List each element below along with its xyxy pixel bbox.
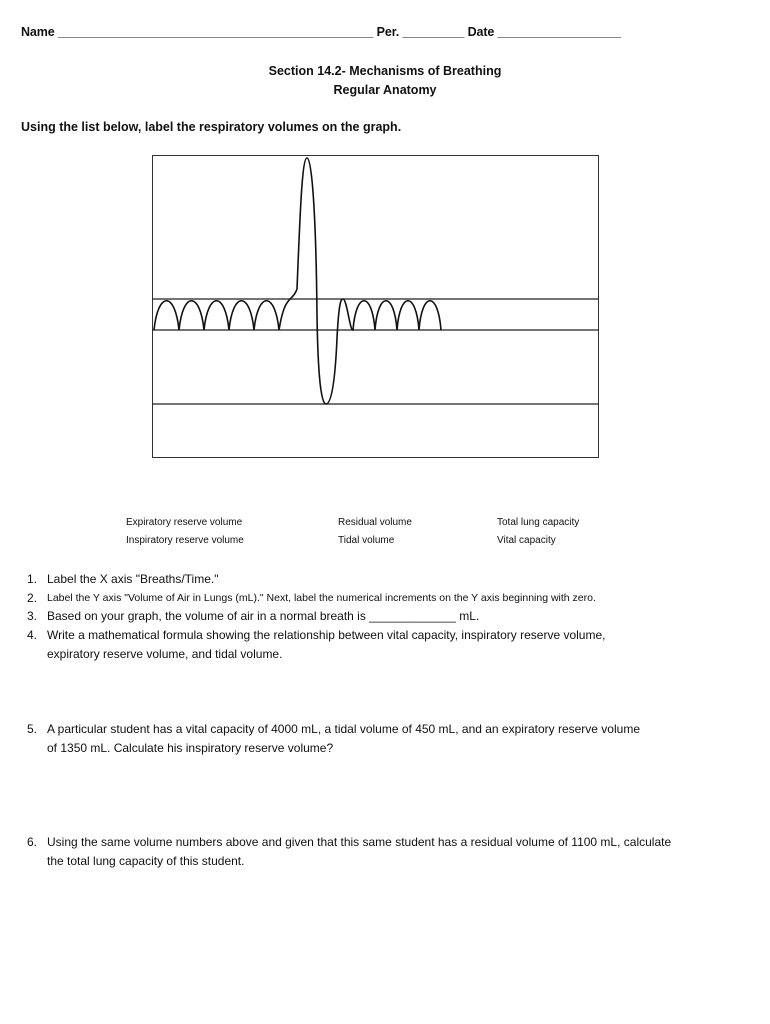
date-label: Date <box>467 25 495 39</box>
question-text-line-1: A particular student has a vital capacity of 4000 mL, a tidal volume of 450 mL, and an expiratory reserve volume <box>47 722 640 736</box>
question-text: Label the X axis "Breaths/Time." <box>47 572 219 586</box>
question-number: 4. <box>27 628 38 642</box>
term-expiratory-reserve: Expiratory reserve volume <box>126 517 243 528</box>
section-title: Section 14.2- Mechanisms of Breathing <box>268 64 502 78</box>
term-total-lung-capacity: Total lung capacity <box>497 517 580 528</box>
question-3 <box>0 607 770 627</box>
name-label: Name <box>21 25 55 39</box>
breathing-trace <box>154 158 441 404</box>
question-number: 5. <box>27 722 38 736</box>
term-vital-capacity: Vital capacity <box>497 535 556 546</box>
graph-frame <box>153 156 599 458</box>
name-blank[interactable]: ______________________________________________ <box>58 25 374 39</box>
instruction-text: Using the list below, label the respiratory volumes on the graph. <box>21 120 402 134</box>
question-1 <box>0 570 770 590</box>
question-text-line-2: the total lung capacity of this student. <box>47 854 245 868</box>
question-number: 1. <box>27 572 38 586</box>
term-inspiratory-reserve: Inspiratory reserve volume <box>126 535 244 546</box>
question-number: 3. <box>27 609 38 623</box>
question-text-line-1: Write a mathematical formula showing the relationship between vital capacity, inspiratory reserve volume, <box>47 628 606 642</box>
student-info-line <box>21 25 621 39</box>
question-6 <box>0 833 770 873</box>
section-subtitle: Regular Anatomy <box>333 83 437 97</box>
question-text-line-1: Using the same volume numbers above and given that this same student has a residual volume of 1100 mL, calculate <box>47 835 672 849</box>
question-text-line-2: of 1350 mL. Calculate his inspiratory reserve volume? <box>47 741 334 755</box>
period-blank[interactable]: _________ <box>402 25 465 39</box>
question-number: 2. <box>27 591 38 605</box>
period-label: Per. <box>376 25 400 39</box>
term-residual-volume: Residual volume <box>338 517 412 528</box>
question-5 <box>0 720 770 760</box>
respiratory-volume-graph <box>152 155 600 460</box>
question-text-line-2: expiratory reserve volume, and tidal volume. <box>47 647 283 661</box>
question-4 <box>0 626 770 666</box>
question-2 <box>0 589 770 609</box>
question-text: Based on your graph, the volume of air in a normal breath is _____________ mL. <box>47 609 480 623</box>
term-tidal-volume: Tidal volume <box>338 535 395 546</box>
question-number: 6. <box>27 835 38 849</box>
question-text: Label the Y axis "Volume of Air in Lungs (mL)." Next, label the numerical increments on the Y axis beginning with zero. <box>47 592 596 604</box>
date-blank[interactable]: __________________ <box>497 25 621 39</box>
